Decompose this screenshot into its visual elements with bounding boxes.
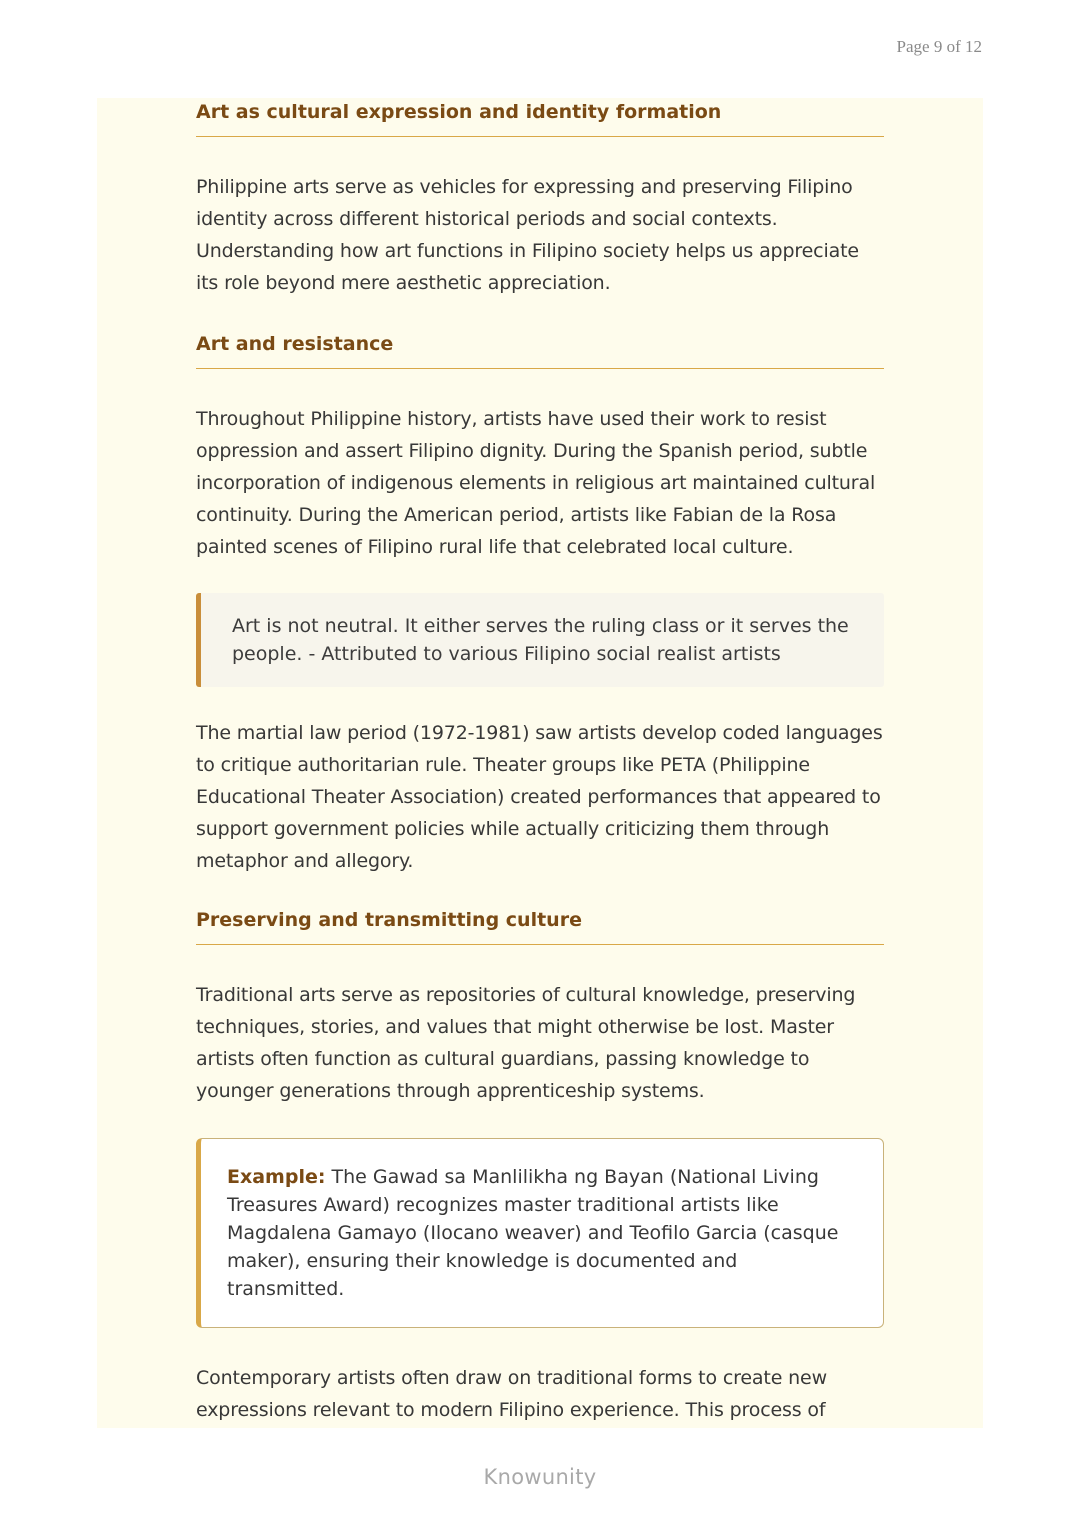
page-number: Page 9 of 12 [896,37,982,56]
example-box [196,1138,884,1328]
paragraph-traditional-arts: Traditional arts serve as repositories of cultural knowledge, preserving techniques, stories, and values that might otherwise be lost. Master artists often function as cultural guardians, passing knowledge to younger generations through apprenticeship systems. [196,984,856,1102]
footer-brand: Knowunity [483,1465,597,1489]
blockquote: Art is not neutral. It either serves the ruling class or it serves the people. - Attributed to various Filipino social realist artists [196,593,884,687]
document-body [196,98,884,1426]
paragraph-martial-law: The martial law period (1972-1981) saw artists develop coded languages to critique authoritarian rule. Theater groups like PETA (Philippine Educational Theater Association) created performances that appeared to support government policies while actually criticizing them through metaphor and allegory. [196,722,883,872]
paragraph-contemporary-artists: Contemporary artists often draw on traditional forms to create new expressions relevant to modern Filipino experience. This process of [196,1367,827,1421]
section-heading-cultural-expression: Art as cultural expression and identity formation [196,99,884,137]
example-label: Example: [227,1166,326,1188]
section-heading-preserving-culture: Preserving and transmitting culture [196,907,884,945]
section-heading-art-and-resistance: Art and resistance [196,331,884,369]
example-text: The Gawad sa Manlilikha ng Bayan (National Living Treasures Award) recognizes master traditional artists like Magdalena Gamayo (Ilocano weaver) and Teofilo Garcia (casque maker), ensuring their knowledge is documented and transmitted. [227,1166,839,1300]
paragraph-cultural-expression: Philippine arts serve as vehicles for expressing and preserving Filipino identity across different historical periods and social contexts. Understanding how art functions in Filipino society helps us appreciate its role beyond mere aesthetic appreciation. [196,176,859,294]
paragraph-resistance-history: Throughout Philippine history, artists have used their work to resist oppression and assert Filipino dignity. During the Spanish period, subtle incorporation of indigenous elements in religious art maintained cultural continuity. During the American period, artists like Fabian de la Rosa painted scenes of Filipino rural life that celebrated local culture. [196,408,876,558]
